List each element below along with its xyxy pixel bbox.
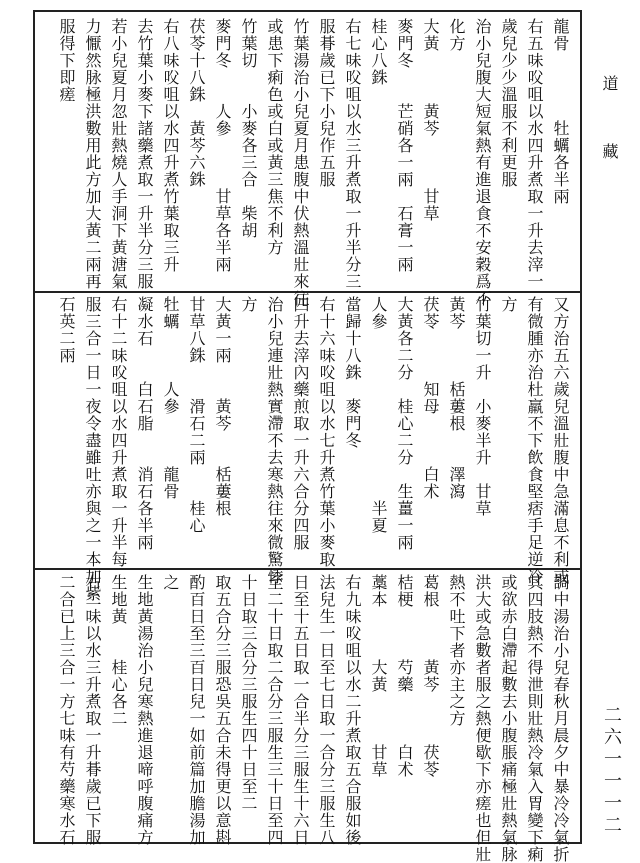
text-panel-top [40,18,575,307]
text-column: 大黃 黃芩 甘草 [421,18,440,222]
text-column: 治小兒連壯熱實滯不去寒熱往來微驚悸 [265,296,284,585]
text-column: 熱不吐下者亦主之方 [447,574,466,727]
text-column: 或欲赤白滯起數去小腹脹痛極壯熱氣脉 [499,574,518,863]
text-column: 治小兒腹大短氣熱有進退食不安穀爲不 [473,18,492,307]
text-column: 右九味㕮咀以水二升煮取五合服如後 [343,574,362,846]
text-column: 麥門冬 人參 甘草各半兩 [213,18,232,273]
text-column: 或患下痢色或白或黃三焦不利方 [265,18,284,256]
text-column: 右十二味㕮咀以水四升煮取一升半每 [109,296,128,568]
text-column: 茯苓十八銖 黃芩六銖 [187,18,206,188]
text-column: 有微腫亦治杜羸不下飲食堅痞手足逆冷 [525,296,544,585]
text-column: 右五味㕮咀以水四升煮取一升去滓一 [525,18,544,290]
text-column: 歲兒少少溫服不利更服 [499,18,518,188]
text-column: 服得下即瘥 [57,18,76,103]
text-column: 右八味㕮咀以水四升煮竹葉取三升 [161,18,180,273]
text-column: 調中湯治小兒春秋月晨夕中暴冷冷氣折 [551,574,570,863]
text-column: 麥門冬 芒硝各一兩 石膏一兩 [395,18,414,273]
text-column: 黃芩 栝蔞根 澤瀉 [447,296,466,500]
text-column: 桂心八銖 [369,18,388,86]
section-divider-2 [33,568,580,570]
text-column: 方 [239,296,258,313]
text-column: 服三合一日一夜令盡雖吐亦與之一本加紫 [83,296,102,602]
text-column: 化方 [447,18,466,52]
text-column: 十日取三合分三服生四十日至二 [239,574,258,812]
text-column: 四升去滓內藥煎取一升六合分四服 [291,296,310,551]
page-number: 二六一一一二 [601,705,622,837]
text-column: 法兒生一日至七日取一合分三服生八 [317,574,336,846]
text-column: 方 [499,296,518,313]
text-column: 右十六味㕮咀以水七升煮竹葉小麥取 [317,296,336,568]
text-column: 生地黃 桂心各二 [109,574,128,727]
text-column: 凝水石 白石脂 消石各半兩 [135,296,154,551]
text-column: 去竹葉小麥下諸藥煮取一升半分三服 [135,18,154,290]
text-column: 大黃一兩 黃芩 栝蔞根 [213,296,232,517]
text-column: 茯苓 知母 白术 [421,296,440,500]
text-column: 二合已上三合一方七味有芍藥寒水石 [57,574,76,846]
text-column: 甘草八銖 滑石二兩 桂心 [187,296,206,534]
text-column: 生地黃湯治小兒寒熱進退啼呼腹痛方 [135,574,154,846]
text-column: 石英二兩 [57,296,76,364]
text-column: 酌百日至三百日兒一如前篇加膽湯加 [187,574,206,846]
text-column: 取五合分三服恐吳五合未得更以意斟 [213,574,232,846]
text-column: 至二十日取二合分三服生三十日至四 [265,574,284,846]
margin-title-bottom: 藏 [600,143,619,177]
text-column: 大黃各二分 桂心二分 生薑一兩 [395,296,414,551]
text-column: 人參 半夏 [369,296,388,534]
text-column: 右七味㕮咀以水三升煮取一升半分三 [343,18,362,290]
text-column: 牡蠣 人參 龍骨 [161,296,180,500]
text-column: 龍骨 牡蠣各半兩 [551,18,570,205]
text-column: 之 [161,574,180,591]
text-column: 日至十五日取一合半分三服生十六日 [291,574,310,846]
text-column: 又方治五六歲兒溫壯腹中急滿息不利或 [551,296,570,585]
text-column: 其四肢熱不得泄則壯熱冷氣入胃變下痢 [525,574,544,863]
text-column: 竹葉切一升 小麥半升 甘草 [473,296,492,517]
text-column: 當歸十八銖 麥門冬 [343,296,362,449]
text-column: 竹葉湯治小兒夏月患腹中伏熱溫壯來往 [291,18,310,307]
margin-title-top: 道 [600,75,619,109]
text-panel-middle [40,296,575,602]
text-column: 桔梗 芍藥 白术 [395,574,414,778]
text-column: 右二味以水三升煮取一升朞歲已下服 [83,574,102,846]
text-column: 竹葉切 小麥各三合 柴胡 [239,18,258,239]
text-panel-bottom [40,574,575,863]
text-column: 洪大或急數者服之熱便歇下亦瘥也但壯 [473,574,492,863]
text-column: 力懨然脉極洪數用此方加大黃二兩再 [83,18,102,290]
text-column: 藁本 大黃 甘草 [369,574,388,778]
text-column: 若小兒夏月忽壯熱燒人手洞下黃溏氣 [109,18,128,290]
text-column: 服朞歲已下小兒作五服 [317,18,336,188]
text-column: 葛根 黃芩 茯苓 [421,574,440,778]
